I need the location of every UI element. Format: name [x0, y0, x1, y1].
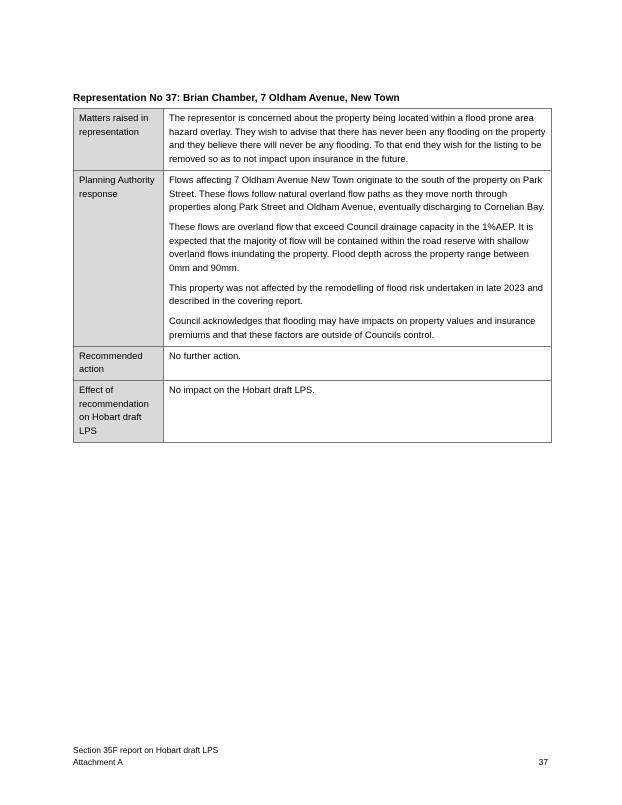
page-footer — [73, 745, 218, 768]
paragraph: The representor is concerned about the property being located within a flood prone area hazard overlay. They wish to advise that there has never been any flooding on the property and they believe there will never be any flooding. To that end they wish for the listing to be removed so as to not impact upon insurance in the future. — [169, 112, 546, 165]
representation-table — [73, 108, 552, 443]
table-row-response — [74, 170, 552, 346]
paragraph: Flows affecting 7 Oldham Avenue New Town originate to the south of the property on Park Street. These flows follow natural overland flow paths as they move north through properties along Park Street and Oldham Avenue, eventually discharging to Cornelian Bay. — [169, 173, 545, 213]
page-number: 37 — [538, 757, 548, 767]
row-label: Matters raised in representation — [74, 109, 164, 171]
paragraph: This property was not affected by the remodelling of flood risk undertaken in late 2023 and described in the covering report. — [169, 281, 544, 307]
row-content — [164, 170, 552, 346]
row-label: Recommended action — [74, 346, 164, 380]
row-label: Planning Authority response — [74, 170, 164, 346]
paragraph: Council acknowledges that flooding may have impacts on property values and insurance premiums and that these factors are outside of Councils control. — [169, 315, 536, 340]
row-content — [164, 380, 552, 442]
table-row-recommended-action — [74, 346, 552, 380]
footer-attachment: Attachment A — [73, 756, 123, 767]
paragraph: No further action. — [169, 349, 241, 361]
row-content — [164, 346, 552, 380]
row-content — [164, 109, 552, 171]
table-row-matters — [74, 109, 552, 171]
paragraph: These flows are overland flow that exceed Council drainage capacity in the 1%AEP. It is expected that the majority of flow will be contained within the road reserve with shallow overland flows inundating the property. Flood depth across the property range between 0mm and 90mm. — [169, 220, 534, 274]
footer-report-title: Section 35F report on Hobart draft LPS — [73, 745, 219, 755]
representation-heading: Representation No 37: Brian Chamber, 7 Oldham Avenue, New Town — [73, 93, 400, 104]
row-label: Effect of recommendation on Hobart draft LPS — [74, 380, 164, 442]
paragraph: No impact on the Hobart draft LPS. — [169, 383, 315, 395]
table-row-effect — [74, 380, 552, 442]
